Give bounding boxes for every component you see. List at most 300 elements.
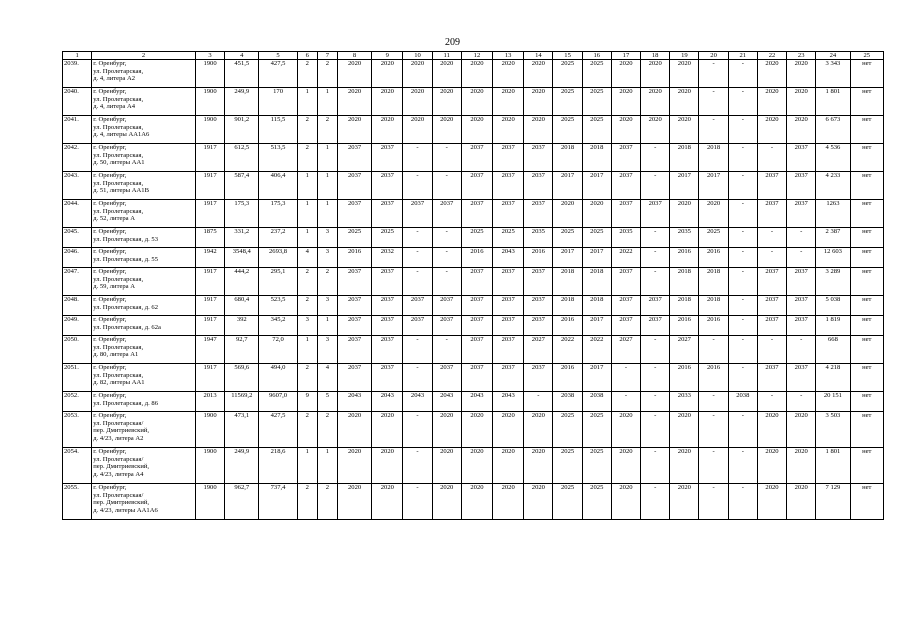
table-cell: 2037 — [461, 268, 492, 296]
table-cell: 1917 — [195, 316, 224, 336]
table-cell: 2037 — [757, 316, 786, 336]
table-cell: 1 — [297, 200, 317, 228]
table-cell: - — [641, 392, 670, 412]
table-cell: 2037 — [524, 296, 553, 316]
table-cell: - — [757, 144, 786, 172]
table-cell: 444,2 — [225, 268, 259, 296]
table-cell: 473,1 — [225, 412, 259, 448]
table-cell: 2037 — [493, 172, 524, 200]
table-row — [63, 484, 884, 520]
table-cell: - — [728, 60, 757, 88]
table-cell: нет — [850, 144, 883, 172]
table-cell: 2037 — [493, 144, 524, 172]
table-cell: 1900 — [195, 116, 224, 144]
address-line: д. 4/23, литера А2 — [93, 434, 144, 442]
address-line: д. 4, литера А2 — [93, 75, 136, 83]
table-cell: 2037 — [432, 364, 461, 392]
table-cell: 2037 — [611, 172, 640, 200]
table-cell: 2037 — [432, 296, 461, 316]
table-cell: 2025 — [553, 88, 582, 116]
table-cell: 175,3 — [259, 200, 297, 228]
table-cell: 2020 — [787, 484, 816, 520]
table-row — [63, 364, 884, 392]
table-cell: 4 — [297, 248, 317, 268]
table-cell: 569,6 — [225, 364, 259, 392]
address-line: г. Оренбург, — [93, 268, 127, 276]
table-cell: 2 — [297, 364, 317, 392]
table-cell: 3 — [317, 336, 337, 364]
column-header: 25 — [850, 52, 883, 60]
table-cell: 2 — [317, 412, 337, 448]
table-cell: 2020 — [432, 484, 461, 520]
row-number-cell: 2040. — [63, 88, 92, 116]
table-cell: 2037 — [493, 364, 524, 392]
table-cell: 1 — [297, 448, 317, 484]
table-cell: 2020 — [432, 60, 461, 88]
table-cell: - — [728, 316, 757, 336]
table-row — [63, 392, 884, 412]
table-cell: 494,0 — [259, 364, 297, 392]
table-cell: 2 — [297, 296, 317, 316]
table-cell: 7 129 — [816, 484, 850, 520]
table-cell: 2025 — [553, 484, 582, 520]
table-row — [63, 336, 884, 364]
table-cell: 2025 — [582, 88, 611, 116]
table-cell: 2037 — [372, 268, 403, 296]
row-number-cell: 2048. — [63, 296, 92, 316]
table-cell: - — [699, 60, 728, 88]
table-cell: 901,2 — [225, 116, 259, 144]
table-cell: 2020 — [337, 412, 371, 448]
table-cell: 2020 — [461, 448, 492, 484]
table-cell: 1 — [317, 316, 337, 336]
table-cell: - — [403, 268, 432, 296]
table-cell: - — [611, 392, 640, 412]
table-cell: 427,5 — [259, 60, 297, 88]
table-cell: 2016 — [553, 316, 582, 336]
table-cell: - — [699, 412, 728, 448]
address-line: г. Оренбург, — [93, 200, 127, 208]
address-line: ул. Пролетарская, д. 86 — [93, 399, 159, 407]
address-cell — [92, 172, 196, 200]
table-cell: 2017 — [582, 248, 611, 268]
column-header: 12 — [461, 52, 492, 60]
table-cell: 2018 — [699, 296, 728, 316]
table-cell: 2037 — [461, 296, 492, 316]
table-cell: 2016 — [670, 364, 699, 392]
table-cell: 2037 — [787, 316, 816, 336]
table-cell: 1900 — [195, 412, 224, 448]
table-cell: 2037 — [432, 200, 461, 228]
table-cell: 2027 — [611, 336, 640, 364]
table-cell: 2020 — [524, 412, 553, 448]
table-cell: 392 — [225, 316, 259, 336]
address-line: ул. Пролетарская, — [93, 207, 144, 215]
table-cell: 2020 — [524, 60, 553, 88]
table-cell: - — [728, 412, 757, 448]
table-cell: 1 — [317, 200, 337, 228]
table-cell: - — [787, 248, 816, 268]
table-cell: 2025 — [553, 60, 582, 88]
row-number-cell: 2055. — [63, 484, 92, 520]
table-cell: нет — [850, 200, 883, 228]
table-cell: 3 — [317, 228, 337, 248]
table-cell: 2027 — [670, 336, 699, 364]
table-cell: 2020 — [670, 484, 699, 520]
register-table — [62, 51, 884, 520]
table-cell: 2037 — [403, 316, 432, 336]
table-cell: нет — [850, 228, 883, 248]
table-cell: 2020 — [787, 116, 816, 144]
table-cell: 2020 — [432, 116, 461, 144]
table-cell: 2037 — [493, 336, 524, 364]
table-cell: 1 801 — [816, 448, 850, 484]
table-cell: - — [432, 336, 461, 364]
table-cell: 2025 — [582, 228, 611, 248]
table-cell: 2018 — [670, 144, 699, 172]
table-cell: - — [432, 248, 461, 268]
address-cell — [92, 268, 196, 296]
table-cell: 2020 — [461, 60, 492, 88]
row-number-cell: 2047. — [63, 268, 92, 296]
table-cell: нет — [850, 412, 883, 448]
address-line: д. 80, литера А1 — [93, 351, 139, 359]
address-line: г. Оренбург, — [93, 248, 127, 256]
table-cell: 2017 — [670, 172, 699, 200]
table-cell: 2018 — [553, 268, 582, 296]
table-cell: 2 — [317, 484, 337, 520]
table-cell: 2 — [297, 144, 317, 172]
table-cell: 2020 — [372, 448, 403, 484]
table-cell: 2033 — [670, 392, 699, 412]
table-cell: 2016 — [524, 248, 553, 268]
column-header: 15 — [553, 52, 582, 60]
address-line: ул. Пролетарская, — [93, 95, 144, 103]
table-cell: 2020 — [372, 412, 403, 448]
table-cell: 2025 — [372, 228, 403, 248]
table-cell: 1 — [317, 144, 337, 172]
table-cell: 2018 — [670, 268, 699, 296]
table-cell: 2020 — [670, 60, 699, 88]
address-line: д. 50, литеры АА1 — [93, 159, 145, 167]
table-cell: 2016 — [699, 364, 728, 392]
table-cell: 1900 — [195, 60, 224, 88]
table-cell: 1 — [317, 172, 337, 200]
table-cell: нет — [850, 448, 883, 484]
table-cell: - — [757, 248, 786, 268]
table-cell: 2037 — [337, 172, 371, 200]
table-cell: 249,9 — [225, 448, 259, 484]
address-line: пер. Дмитриевский, — [93, 499, 150, 507]
column-header: 16 — [582, 52, 611, 60]
table-cell: - — [728, 484, 757, 520]
address-cell — [92, 88, 196, 116]
table-cell: 2043 — [372, 392, 403, 412]
address-line: ул. Пролетарская, — [93, 343, 144, 351]
row-number-cell: 2049. — [63, 316, 92, 336]
table-cell: 2016 — [337, 248, 371, 268]
address-cell — [92, 228, 196, 248]
address-line: д. 59, литера А — [93, 283, 136, 291]
table-cell: - — [699, 392, 728, 412]
table-cell: 2020 — [337, 116, 371, 144]
table-row — [63, 248, 884, 268]
table-cell: 2020 — [524, 484, 553, 520]
address-cell — [92, 296, 196, 316]
table-cell: - — [787, 228, 816, 248]
table-cell: - — [699, 116, 728, 144]
table-cell: 2037 — [403, 296, 432, 316]
table-cell: - — [787, 336, 816, 364]
table-cell: 115,5 — [259, 116, 297, 144]
table-cell: 2037 — [337, 200, 371, 228]
table-cell: - — [728, 172, 757, 200]
table-cell: 2035 — [611, 228, 640, 248]
table-cell: 2 — [297, 268, 317, 296]
column-header: 21 — [728, 52, 757, 60]
table-cell: 2020 — [403, 60, 432, 88]
table-cell: 2020 — [787, 412, 816, 448]
table-cell: - — [524, 392, 553, 412]
table-cell: - — [699, 484, 728, 520]
table-cell: 2020 — [670, 116, 699, 144]
table-cell: 1942 — [195, 248, 224, 268]
table-cell: 2020 — [403, 88, 432, 116]
table-cell: 2037 — [787, 200, 816, 228]
table-cell: 2043 — [337, 392, 371, 412]
table-cell: - — [641, 336, 670, 364]
column-header: 7 — [317, 52, 337, 60]
table-cell: 2037 — [524, 316, 553, 336]
table-cell: - — [611, 364, 640, 392]
table-cell: 2020 — [641, 116, 670, 144]
table-cell: 2017 — [582, 364, 611, 392]
address-cell — [92, 392, 196, 412]
table-cell: - — [728, 200, 757, 228]
table-cell: 2020 — [493, 448, 524, 484]
table-cell: - — [432, 228, 461, 248]
table-cell: нет — [850, 336, 883, 364]
table-cell: 2020 — [432, 412, 461, 448]
column-header: 2 — [92, 52, 196, 60]
table-cell: 406,4 — [259, 172, 297, 200]
table-cell: 6 673 — [816, 116, 850, 144]
table-cell: нет — [850, 364, 883, 392]
table-cell: 2016 — [670, 316, 699, 336]
table-cell: 2037 — [787, 296, 816, 316]
table-row — [63, 88, 884, 116]
table-cell: 2037 — [641, 296, 670, 316]
table-cell: 2037 — [337, 364, 371, 392]
table-cell: нет — [850, 116, 883, 144]
table-cell: 2037 — [611, 268, 640, 296]
table-cell: - — [641, 172, 670, 200]
table-cell: 2020 — [493, 60, 524, 88]
table-cell: 2037 — [611, 200, 640, 228]
address-line: г. Оренбург, — [93, 172, 127, 180]
table-cell: 2 — [297, 412, 317, 448]
table-row — [63, 144, 884, 172]
table-cell: 218,6 — [259, 448, 297, 484]
table-cell: - — [757, 392, 786, 412]
address-line: ул. Пролетарская/ — [93, 419, 144, 427]
table-cell: 2020 — [611, 412, 640, 448]
address-cell — [92, 412, 196, 448]
row-number-cell: 2051. — [63, 364, 92, 392]
address-cell — [92, 364, 196, 392]
table-cell: 2020 — [611, 448, 640, 484]
table-cell: 2037 — [372, 296, 403, 316]
table-cell: - — [699, 336, 728, 364]
table-cell: 2020 — [670, 412, 699, 448]
table-cell: 1947 — [195, 336, 224, 364]
table-cell: 2043 — [461, 392, 492, 412]
table-cell: нет — [850, 392, 883, 412]
table-cell: - — [403, 412, 432, 448]
row-number-cell: 2043. — [63, 172, 92, 200]
table-cell: 2020 — [432, 448, 461, 484]
table-cell: 2020 — [757, 448, 786, 484]
table-cell: 2016 — [461, 248, 492, 268]
table-cell: 2018 — [582, 296, 611, 316]
table-cell: 2 — [297, 116, 317, 144]
table-cell: 2017 — [582, 172, 611, 200]
table-cell: 2037 — [461, 200, 492, 228]
address-line: д. 4/23, литера А4 — [93, 470, 144, 478]
table-cell: нет — [850, 248, 883, 268]
address-line: ул. Пролетарская, — [93, 371, 144, 379]
column-header: 14 — [524, 52, 553, 60]
table-cell: 3 343 — [816, 60, 850, 88]
column-header: 19 — [670, 52, 699, 60]
address-cell — [92, 60, 196, 88]
table-cell: нет — [850, 316, 883, 336]
table-cell: 20 151 — [816, 392, 850, 412]
table-cell: 668 — [816, 336, 850, 364]
table-cell: 2020 — [670, 200, 699, 228]
table-cell: 1 — [297, 172, 317, 200]
table-cell: - — [641, 412, 670, 448]
table-cell: 2016 — [670, 248, 699, 268]
table-cell: 2038 — [582, 392, 611, 412]
address-line: г. Оренбург, — [93, 336, 127, 344]
table-cell: 2018 — [553, 144, 582, 172]
table-cell: 1917 — [195, 268, 224, 296]
table-cell: 2020 — [670, 448, 699, 484]
row-number-cell: 2054. — [63, 448, 92, 484]
table-cell: 2020 — [524, 448, 553, 484]
table-cell: 2037 — [524, 200, 553, 228]
table-cell: 2037 — [641, 316, 670, 336]
table-cell: - — [432, 172, 461, 200]
table-cell: 2017 — [553, 172, 582, 200]
table-cell: - — [728, 116, 757, 144]
table-cell: 4 — [317, 364, 337, 392]
table-cell: 2037 — [403, 200, 432, 228]
page-number: 209 — [445, 37, 460, 48]
table-cell: 1 — [317, 448, 337, 484]
address-line: г. Оренбург, — [93, 296, 127, 304]
table-cell: 2017 — [699, 172, 728, 200]
table-cell: 12 603 — [816, 248, 850, 268]
table-cell: 2020 — [757, 116, 786, 144]
table-cell: 2037 — [372, 364, 403, 392]
table-cell: нет — [850, 268, 883, 296]
table-cell: 2020 — [372, 116, 403, 144]
table-row — [63, 116, 884, 144]
table-cell: - — [403, 144, 432, 172]
address-line: г. Оренбург, — [93, 144, 127, 152]
table-cell: - — [432, 268, 461, 296]
table-cell: 4 218 — [816, 364, 850, 392]
table-cell: - — [641, 228, 670, 248]
column-header: 10 — [403, 52, 432, 60]
table-cell: 2020 — [670, 88, 699, 116]
table-cell: 737,4 — [259, 484, 297, 520]
table-cell: - — [641, 144, 670, 172]
table-cell: 2020 — [493, 412, 524, 448]
address-line: г. Оренбург, — [93, 316, 127, 324]
table-cell: 175,3 — [225, 200, 259, 228]
table-cell: 1900 — [195, 88, 224, 116]
table-cell: 331,2 — [225, 228, 259, 248]
table-cell: 2037 — [611, 296, 640, 316]
table-cell: 2020 — [461, 116, 492, 144]
address-line: ул. Пролетарская, — [93, 67, 144, 75]
column-header: 4 — [225, 52, 259, 60]
table-cell: 1 — [297, 336, 317, 364]
row-number-cell: 2044. — [63, 200, 92, 228]
table-cell: 2037 — [337, 316, 371, 336]
table-cell: 2020 — [787, 60, 816, 88]
table-cell: - — [728, 268, 757, 296]
table-cell: - — [728, 248, 757, 268]
table-cell: 2037 — [611, 144, 640, 172]
table-cell: 2013 — [195, 392, 224, 412]
table-cell: 2020 — [372, 88, 403, 116]
table-cell: 2025 — [582, 412, 611, 448]
address-cell — [92, 336, 196, 364]
table-cell: 2020 — [757, 412, 786, 448]
table-cell: 1900 — [195, 484, 224, 520]
table-cell: 4 536 — [816, 144, 850, 172]
table-cell: 295,1 — [259, 268, 297, 296]
table-cell: - — [403, 448, 432, 484]
table-cell: 92,7 — [225, 336, 259, 364]
table-cell: 2020 — [524, 88, 553, 116]
address-line: ул. Пролетарская, д. 62а — [93, 323, 161, 331]
table-cell: 1917 — [195, 200, 224, 228]
table-cell: 2020 — [337, 484, 371, 520]
table-cell: 2016 — [553, 364, 582, 392]
table-cell: 2020 — [432, 88, 461, 116]
table-cell: 1 — [317, 88, 337, 116]
table-cell: 1 — [297, 88, 317, 116]
table-cell: 2037 — [757, 268, 786, 296]
table-cell: - — [403, 228, 432, 248]
table-cell: 2017 — [553, 248, 582, 268]
address-line: ул. Пролетарская, д. 53 — [93, 235, 159, 243]
table-cell: 2020 — [461, 484, 492, 520]
table-cell: 1 — [297, 228, 317, 248]
table-cell: - — [641, 248, 670, 268]
table-cell: 4 233 — [816, 172, 850, 200]
table-cell: 2020 — [582, 200, 611, 228]
table-row — [63, 60, 884, 88]
table-cell: 2037 — [461, 364, 492, 392]
table-cell: 2037 — [493, 316, 524, 336]
address-line: г. Оренбург, — [93, 60, 127, 68]
